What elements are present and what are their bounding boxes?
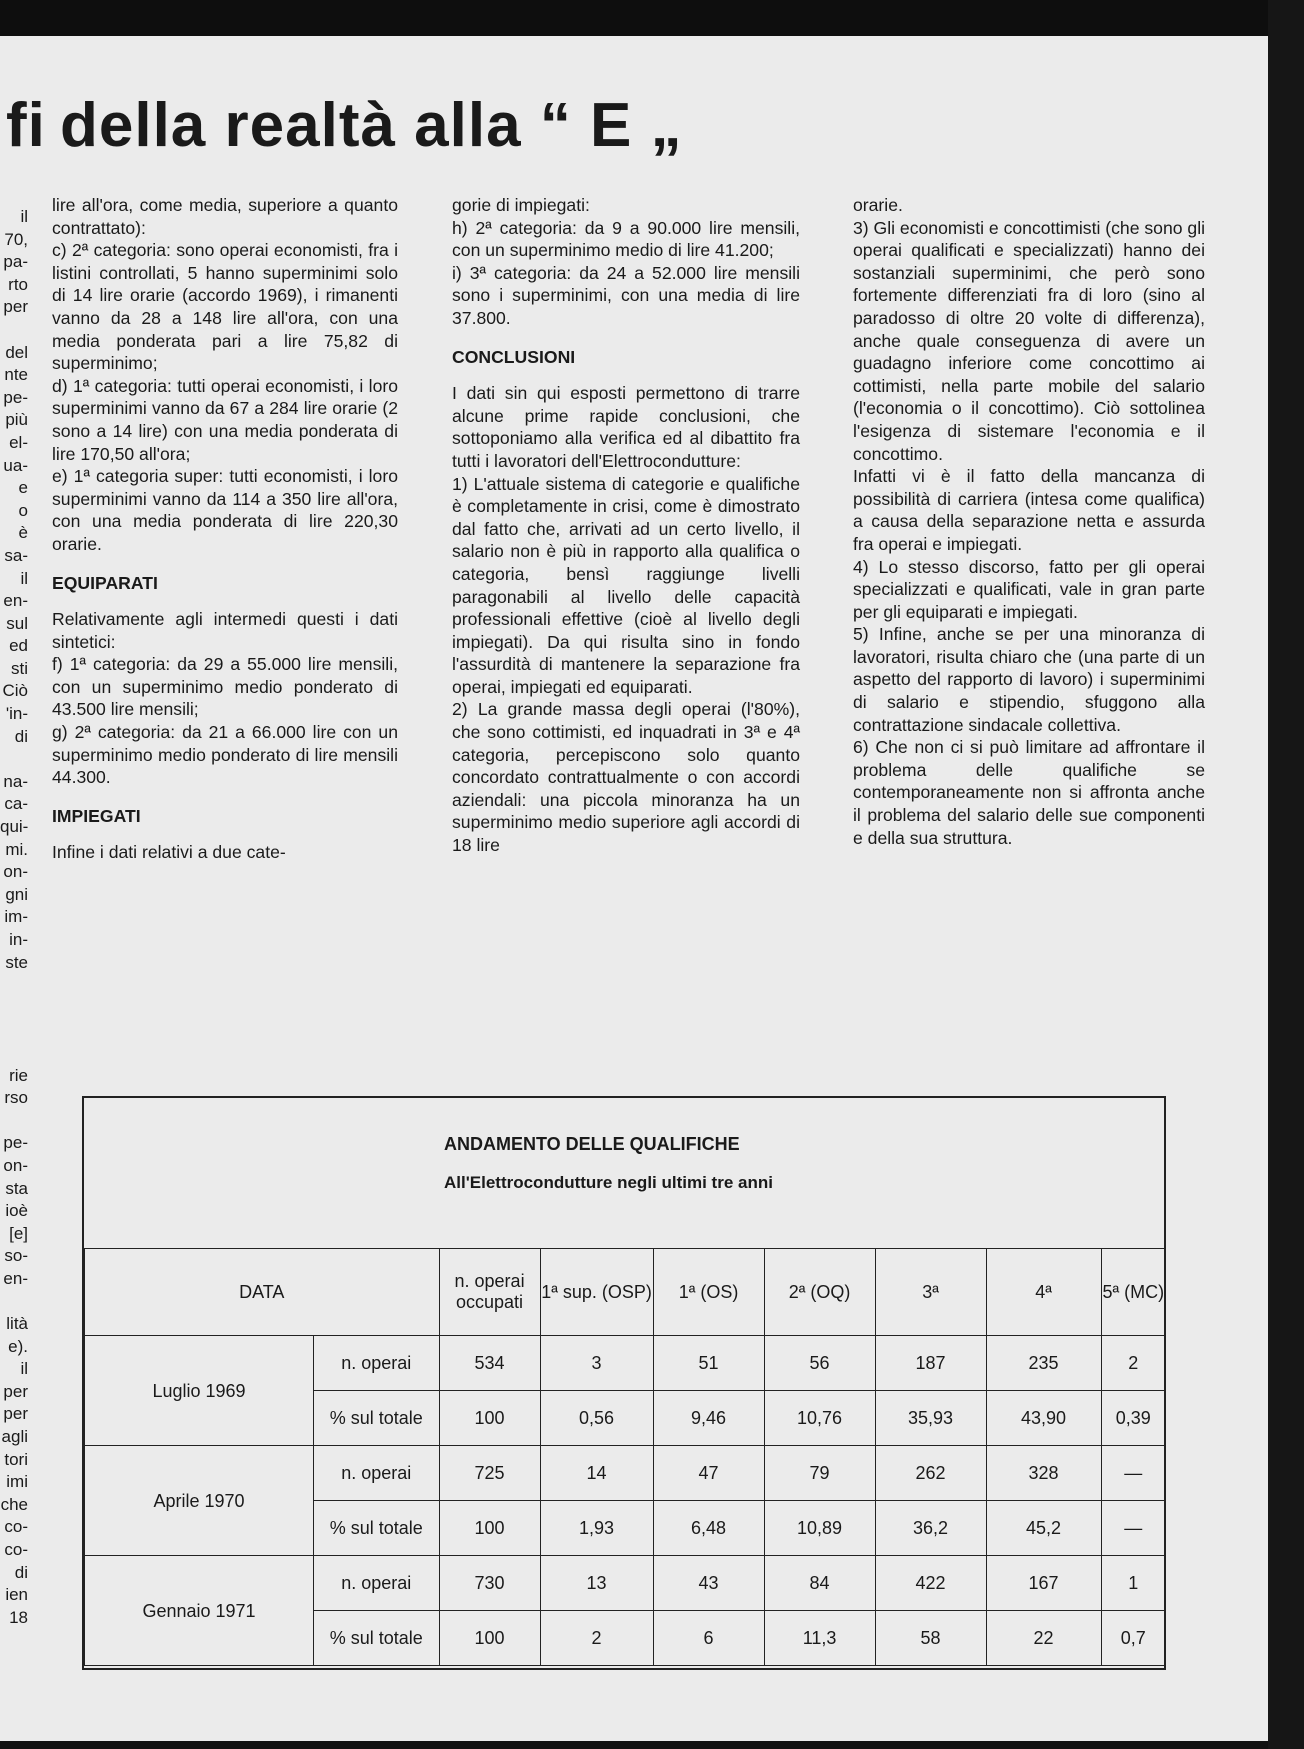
cut-text-fragment — [0, 1019, 28, 1042]
cut-text-fragment: agli — [1, 1427, 28, 1447]
table-cell: 262 — [875, 1446, 986, 1501]
table-cell: 47 — [653, 1446, 764, 1501]
cut-text-fragment: sta — [5, 1178, 28, 1198]
headline-cut-fragment: fi — [6, 91, 46, 160]
paragraph: 5) Infine, anche se per una minoranza di lavoratori, risulta chiaro che (una parte di un aspetto del rapporto di lavoro) i superminimi di salario e stipendio, sfuggono alla contrattazione sindacale collettiva. — [853, 624, 1205, 735]
paragraph: 3) Gli economisti e concottimisti (che sono gli operai qualificati e specializzati) hanno dei sostanziali superminimi, che però sono fortemente differenziati fra di loro (sino al paradosso di oltre 20 volte di differenza), anche quale conseguenza di avere un guadagno inferiore come concottimo ai cottimisti, nella parte mobile del salario (l'economia o il concottimo). Ciò sottolinea l'esigenza di sistemare l'economia e il concottimo. — [853, 217, 1206, 464]
paragraph: Infine i dati relativi a due cate- — [52, 842, 286, 863]
header-2: 2ª (OQ) — [764, 1249, 875, 1336]
cut-text-fragment — [0, 748, 28, 771]
table-cell: 58 — [875, 1611, 986, 1666]
header-occupati: n. operai occupati — [439, 1249, 540, 1336]
table-cell: 9,46 — [653, 1391, 764, 1446]
cut-text-fragment: co- — [4, 1540, 28, 1560]
table-row — [85, 1556, 1166, 1611]
text-column-3 — [853, 194, 1205, 849]
table-cell: 3 — [540, 1336, 653, 1391]
section-heading-conclusioni: CONCLUSIONI — [452, 346, 576, 367]
cut-text-fragment: [e] — [9, 1223, 28, 1243]
cut-text-fragment: co- — [4, 1517, 28, 1537]
paragraph: 1) L'attuale sistema di categorie e qualifiche è completamente in crisi, come è dimostrato dal fatto che, arrivati ad un certo livello, il salario non è più in rapporto alla qualifica o categoria, bensì raggiunge livelli paragonabili al livello delle capacità professionali effettive (cioè al livello degli impiegati). Da qui risulta sino in fondo l'assurdità di mantenere la separazione fra operai, impiegati ed equiparati. — [452, 473, 800, 697]
row-date: Luglio 1969 — [85, 1336, 314, 1446]
header-1sup: 1ª sup. (OSP) — [540, 1249, 653, 1336]
cut-text-fragment: en- — [3, 1268, 28, 1288]
cut-text-fragment: del — [5, 342, 28, 362]
table-cell: — — [1101, 1501, 1165, 1556]
qualifiche-table-box — [82, 1096, 1166, 1670]
paragraph: gorie di impiegati: — [452, 195, 590, 215]
table-row — [85, 1336, 1166, 1391]
paragraph: 4) Lo stesso discorso, fatto per gli operai specializzati e qualificati, vale in gran parte per gli equiparati e impiegati. — [853, 556, 1205, 622]
text-column-1 — [52, 194, 398, 864]
cut-text-fragment: on- — [3, 1155, 28, 1175]
cut-text-fragment: rie — [9, 1065, 28, 1085]
cut-text-fragment — [0, 974, 28, 997]
row-date: Gennaio 1971 — [85, 1556, 314, 1666]
cut-text-fragment: ste — [5, 952, 28, 972]
table-cell: 422 — [875, 1556, 986, 1611]
cut-text-fragment: per — [3, 297, 28, 317]
header-data: DATA — [85, 1249, 440, 1336]
table-cell: 43 — [653, 1556, 764, 1611]
row-label: n. operai — [314, 1336, 440, 1391]
cut-text-fragment: ioè — [5, 1201, 28, 1221]
table-cell: 56 — [764, 1336, 875, 1391]
cut-text-fragment: qui- — [0, 817, 29, 837]
cut-text-fragment: il — [20, 568, 28, 588]
header-4: 4ª — [986, 1249, 1101, 1336]
cut-text-fragment: il — [20, 1359, 28, 1379]
table-cell: 167 — [986, 1556, 1101, 1611]
cut-text-fragment: nte — [4, 365, 28, 385]
paragraph: Infatti vi è il fatto della mancanza di possibilità di carriera (intesa come qualifica) a causa della separazione netta e assurda fra operai e impiegati. — [853, 466, 1205, 554]
section-heading-impiegati: IMPIEGATI — [52, 805, 141, 826]
row-label: % sul totale — [314, 1501, 440, 1556]
cut-text-fragment: ua- — [3, 455, 28, 475]
cut-text-fragment: è — [18, 523, 28, 543]
paragraph: d) 1ª categoria: tutti operai economisti, i loro superminimi vanno da 67 a 284 lire orarie (2 sono a 14 lire) con una media ponderata di lire 170,50 all'ora; — [52, 375, 398, 464]
cut-text-fragment: so- — [4, 1246, 28, 1266]
paragraph: h) 2ª categoria: da 9 a 90.000 lire mensili, con un superminimo medio di lire 41.200; — [452, 217, 800, 261]
paragraph: Relativamente agli intermedi questi i dati sintetici: — [52, 609, 398, 652]
paragraph: f) 1ª categoria: da 29 a 55.000 lire mensili, con un superminimo medio ponderato di 43.500 lire mensili; — [52, 654, 398, 720]
cut-text-fragment: ed — [9, 636, 28, 656]
cut-text-fragment: on- — [3, 862, 28, 882]
table-cell: 725 — [439, 1446, 540, 1501]
table-cell: 187 — [875, 1336, 986, 1391]
header-1: 1ª (OS) — [653, 1249, 764, 1336]
headline-text: della realtà alla “ E „ — [60, 91, 683, 160]
table-cell: 10,89 — [764, 1501, 875, 1556]
table-cell: 0,7 — [1101, 1611, 1165, 1666]
cut-text-fragment: 18 — [9, 1607, 28, 1627]
header-3: 3ª — [875, 1249, 986, 1336]
scan-top-border — [0, 0, 1304, 36]
table-cell: 0,39 — [1101, 1391, 1165, 1446]
magazine-page — [0, 36, 1268, 1741]
cut-text-fragment: el- — [9, 432, 28, 452]
cut-text-fragment: di — [14, 1562, 28, 1582]
table-cell: 51 — [653, 1336, 764, 1391]
cut-text-fragment: 70, — [4, 229, 28, 249]
cut-text-fragment — [0, 1110, 28, 1133]
table-cell: 22 — [986, 1611, 1101, 1666]
cut-text-fragment: sul — [6, 613, 28, 633]
row-label: % sul totale — [314, 1611, 440, 1666]
cut-text-fragment: 'in- — [5, 704, 28, 724]
cut-text-fragment: per — [3, 1381, 28, 1401]
table-cell: 10,76 — [764, 1391, 875, 1446]
cut-text-fragment — [0, 1291, 28, 1314]
table-cell: 328 — [986, 1446, 1101, 1501]
table-cell: 6,48 — [653, 1501, 764, 1556]
table-cell: 100 — [439, 1611, 540, 1666]
table-cell: 11,3 — [764, 1611, 875, 1666]
table-cell: 235 — [986, 1336, 1101, 1391]
table-cell: 45,2 — [986, 1501, 1101, 1556]
cut-text-fragment: na- — [3, 771, 28, 791]
table-title: ANDAMENTO DELLE QUALIFICHE — [444, 1134, 740, 1154]
cut-text-fragment: il — [20, 207, 28, 226]
paragraph: lire all'ora, come media, superiore a quanto contrattato): — [52, 195, 398, 238]
table-cell: 79 — [764, 1446, 875, 1501]
cut-text-fragment: im- — [4, 907, 28, 927]
row-label: n. operai — [314, 1446, 440, 1501]
row-date: Aprile 1970 — [85, 1446, 314, 1556]
cut-text-fragment: mi. — [5, 839, 28, 859]
previous-page-cut-text — [0, 206, 28, 1629]
table-cell: 14 — [540, 1446, 653, 1501]
cut-text-fragment: per — [3, 1404, 28, 1424]
cut-text-fragment: di — [14, 726, 28, 746]
cut-text-fragment: en- — [3, 591, 28, 611]
table-subtitle: All'Elettrocondutture negli ultimi tre anni — [444, 1173, 773, 1192]
qualifiche-table — [84, 1248, 1166, 1666]
cut-text-fragment — [0, 319, 28, 342]
cut-text-fragment: pe- — [3, 387, 28, 407]
cut-text-fragment: Ciò — [2, 681, 28, 701]
paragraph: g) 2ª categoria: da 21 a 66.000 lire con un superminimo medio ponderato di lire mensili 44.300. — [52, 722, 398, 788]
table-cell: 0,56 — [540, 1391, 653, 1446]
paragraph: i) 3ª categoria: da 24 a 52.000 lire mensili sono i superminimi, con una media di lire 37.800. — [452, 262, 800, 328]
table-cell: — — [1101, 1446, 1165, 1501]
cut-text-fragment: in- — [9, 930, 28, 949]
cut-text-fragment: tori — [4, 1449, 28, 1469]
cut-text-fragment: che — [0, 1494, 28, 1514]
cut-text-fragment: imi — [6, 1472, 28, 1492]
cut-text-fragment: e). — [8, 1336, 28, 1356]
page-headline — [6, 90, 683, 161]
paragraph: orarie. — [853, 195, 903, 215]
cut-text-fragment: rto — [8, 274, 28, 294]
paragraph: c) 2ª categoria: sono operai economisti, fra i listini controllati, 5 hanno superminimi solo di 14 lire orarie (accordo 1969), i rimanenti vanno da 28 a 148 lire all'ora, con una media ponderata pari a lire 75,82 di superminimo; — [52, 240, 398, 374]
row-label: n. operai — [314, 1556, 440, 1611]
paragraph: 2) La grande massa degli operai (l'80%), che sono cottimisti, ed inquadrati in 3ª e 4ª categoria, percepiscono solo quanto concordato contrattualmente o con accordi aziendali: una piccola minoranza ha un superminimo medio superiore agli accordi di 18 lire — [452, 699, 800, 856]
cut-text-fragment: sa- — [4, 545, 28, 565]
table-cell: 534 — [439, 1336, 540, 1391]
paragraph: I dati sin qui esposti permettono di trarre alcune prime rapide conclusioni, che sottoponiamo alla verifica ed al dibattito fra tutti i lavoratori dell'Elettrocondutture: — [452, 383, 800, 471]
cut-text-fragment: ca- — [4, 794, 28, 814]
table-row — [85, 1446, 1166, 1501]
section-heading-equiparati: EQUIPARATI — [52, 572, 158, 593]
table-cell: 100 — [439, 1391, 540, 1446]
cut-text-fragment: rso — [4, 1088, 28, 1108]
cut-text-fragment: pe- — [3, 1133, 28, 1153]
table-cell: 6 — [653, 1611, 764, 1666]
row-label: % sul totale — [314, 1391, 440, 1446]
table-cell: 36,2 — [875, 1501, 986, 1556]
cut-text-fragment: sti — [11, 658, 28, 678]
table-cell: 2 — [540, 1611, 653, 1666]
table-cell: 35,93 — [875, 1391, 986, 1446]
table-header-row — [85, 1249, 1166, 1336]
cut-text-fragment: ien — [5, 1585, 28, 1605]
table-cell: 13 — [540, 1556, 653, 1611]
paragraph: e) 1ª categoria super: tutti economisti, i loro superminimi vanno da 114 a 350 lire all'ora, con una media ponderata di lire 220,30 orarie. — [52, 466, 398, 554]
table-cell: 2 — [1101, 1336, 1165, 1391]
cut-text-fragment: e — [18, 478, 28, 498]
cut-text-fragment: più — [5, 410, 28, 430]
paragraph: 6) Che non ci si può limitare ad affrontare il problema delle qualifiche se contemporaneamente non si affronta anche il problema del salario delle sue componenti e della sua struttura. — [853, 737, 1205, 848]
table-cell: 1,93 — [540, 1501, 653, 1556]
scan-right-border — [1268, 0, 1304, 1749]
cut-text-fragment — [0, 997, 28, 1020]
table-cell: 84 — [764, 1556, 875, 1611]
cut-text-fragment: gni — [5, 884, 28, 904]
cut-text-fragment: lità — [6, 1314, 28, 1334]
table-cell: 730 — [439, 1556, 540, 1611]
header-5: 5ª (MC) — [1101, 1249, 1165, 1336]
table-body — [85, 1336, 1166, 1666]
table-cell: 1 — [1101, 1556, 1165, 1611]
table-cell: 100 — [439, 1501, 540, 1556]
text-column-2 — [452, 194, 800, 857]
cut-text-fragment: pa- — [3, 252, 28, 272]
table-cell: 43,90 — [986, 1391, 1101, 1446]
cut-text-fragment: o — [18, 500, 28, 520]
cut-text-fragment — [0, 1042, 28, 1065]
